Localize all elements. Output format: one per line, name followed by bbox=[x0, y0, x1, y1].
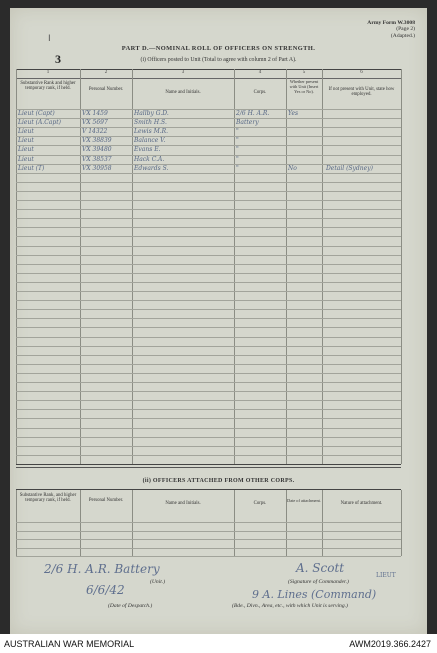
table-cell: 2/6 H. A.R. bbox=[236, 110, 270, 117]
commander-signature: A. Scott bbox=[296, 561, 345, 575]
formation-handwritten: 9 A. Lines (Command) bbox=[252, 588, 377, 601]
formation-label: (Bde., Divn., Area, etc., with which Unit is serving.) bbox=[232, 603, 348, 609]
footer-accession-number: AWM2019.366.2427 bbox=[349, 639, 431, 649]
table-cell: " bbox=[236, 146, 239, 154]
table-cell: VX 5697 bbox=[82, 119, 108, 127]
unit-handwritten: 2/6 H. A.R. Battery bbox=[44, 562, 160, 576]
table-cell: Smith H.S. bbox=[134, 119, 167, 127]
part-d-subtitle: (i) Officers posted to Unit (Total to agree with column 2 of Part A). bbox=[140, 57, 297, 63]
table-cell: VX 39480 bbox=[82, 146, 112, 154]
table-cell: Hallby G.D. bbox=[134, 110, 169, 117]
date-handwritten: 6/6/42 bbox=[86, 583, 125, 597]
header-personal-number: Personal Number. bbox=[88, 87, 124, 92]
header-present: Whether present with Unit (Insert Yes or No). bbox=[289, 79, 319, 94]
table-cell: Detail (Sydney) bbox=[326, 164, 373, 172]
table-cell: " bbox=[236, 164, 239, 172]
table-cell: V 14322 bbox=[82, 128, 108, 136]
date-label: (Date of Despatch.) bbox=[108, 603, 153, 609]
archive-footer bbox=[0, 634, 437, 653]
column-number: 2 bbox=[104, 70, 108, 75]
column-number: 6 bbox=[360, 70, 363, 75]
table-cell: " bbox=[236, 155, 239, 163]
table-cell: VX 1459 bbox=[82, 110, 108, 117]
column-number-strip bbox=[16, 69, 401, 79]
commander-rank: LIEUT bbox=[376, 572, 396, 579]
table-cell: Lieut bbox=[18, 155, 34, 163]
table-cell: Lieut (T) bbox=[18, 164, 45, 172]
footer-institution: AUSTRALIAN WAR MEMORIAL bbox=[4, 639, 135, 649]
table-cell: Balance V. bbox=[134, 137, 166, 145]
table-cell: VX 38839 bbox=[82, 137, 112, 145]
column-number: 4 bbox=[258, 70, 262, 75]
commander-label: (Signature of Commander.) bbox=[288, 579, 349, 585]
table-cell: Yes bbox=[288, 110, 299, 117]
table-cell: " bbox=[236, 137, 239, 145]
attached-header-date: Date of attachment. bbox=[287, 498, 321, 503]
form-number: Army Form W.3008 bbox=[367, 20, 415, 26]
table-cell: Lieut bbox=[18, 128, 34, 136]
table-cell: Evans E. bbox=[134, 146, 161, 154]
header-corps: Corps. bbox=[253, 90, 267, 95]
table-cell: Edwards S. bbox=[134, 164, 169, 172]
attached-header-corps: Corps. bbox=[253, 501, 267, 506]
attached-header-rank: Substantive Rank, and higher temporary rank, if held. bbox=[19, 493, 77, 504]
attached-table bbox=[16, 489, 401, 557]
header-employed: If not present with Unit, state how employed. bbox=[328, 87, 395, 98]
part-d-table bbox=[16, 109, 401, 464]
table-cell: Lieut bbox=[18, 137, 34, 145]
part-d-title: PART D.—NOMINAL ROLL OF OFFICERS ON STRENGTH. bbox=[121, 45, 316, 52]
column-number: 5 bbox=[302, 70, 306, 75]
form-page-number: (Page 2) bbox=[396, 26, 415, 33]
ink-mark: 3 bbox=[55, 52, 61, 66]
table-cell: VX 30958 bbox=[82, 164, 112, 172]
section-divider bbox=[16, 464, 401, 465]
attached-header-personal-number: Personal Number. bbox=[88, 498, 124, 503]
table-cell: Lieut (A.Capt) bbox=[18, 119, 61, 127]
header-name: Name and Initials. bbox=[165, 90, 201, 95]
form-adapted-note: (Adapted.) bbox=[390, 32, 415, 39]
column-number: 3 bbox=[181, 70, 185, 75]
table-cell: Lewis M.R. bbox=[134, 128, 169, 136]
corner-mark: I bbox=[48, 34, 51, 44]
attached-header-name: Name and Initials. bbox=[165, 501, 201, 506]
table-cell: Battery bbox=[236, 119, 259, 127]
table-cell: Lieut (Capt) bbox=[18, 110, 55, 117]
table-cell: VX 38537 bbox=[82, 155, 112, 163]
unit-label: (Unit.) bbox=[150, 579, 166, 585]
table-cell: Hack C.A. bbox=[134, 155, 165, 163]
part-d-header-row bbox=[16, 79, 401, 110]
column-number: 1 bbox=[46, 70, 50, 75]
table-cell: Lieut bbox=[18, 146, 34, 154]
section-divider bbox=[16, 467, 401, 468]
attached-title: (ii) OFFICERS ATTACHED FROM OTHER CORPS. bbox=[142, 478, 295, 484]
header-rank: Substantive Rank and higher temporary rank, if held. bbox=[20, 81, 76, 92]
table-cell: No bbox=[288, 164, 297, 172]
form-number-block bbox=[367, 20, 415, 39]
table-cell: " bbox=[236, 128, 239, 136]
attached-header-nature: Nature of attachment. bbox=[340, 501, 383, 506]
